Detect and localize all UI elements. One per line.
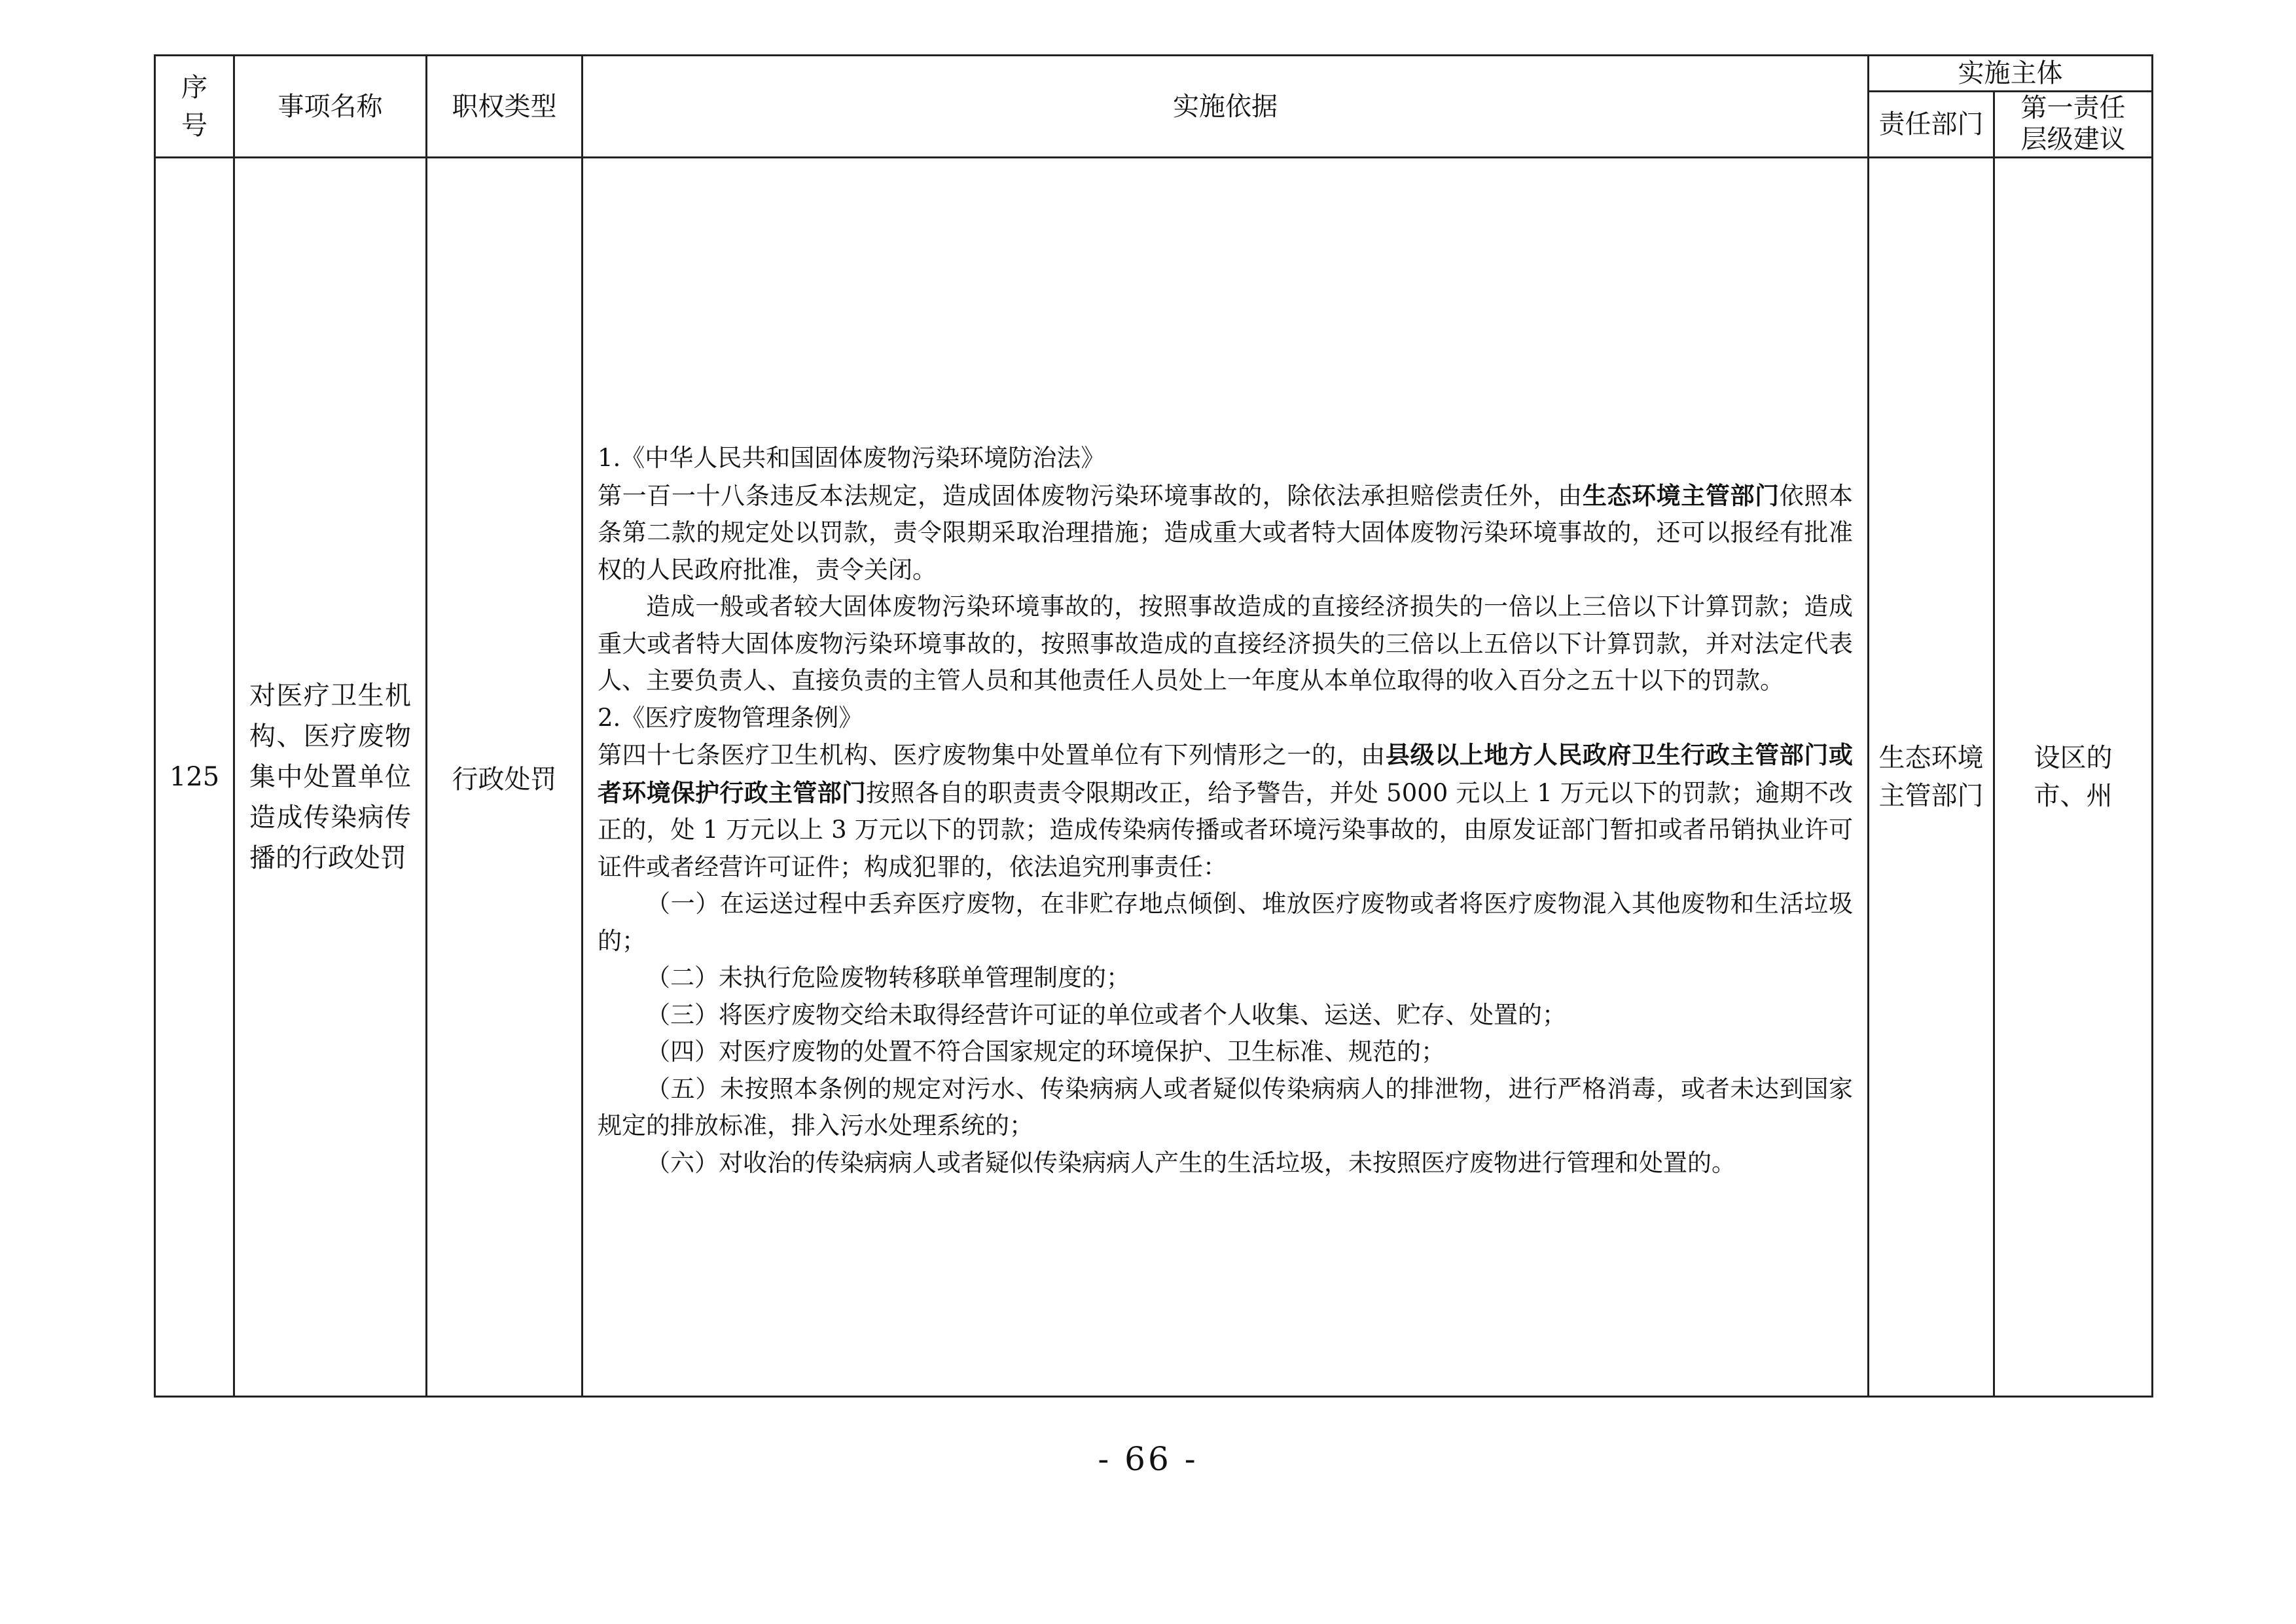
list-item: （六）对收治的传染病病人或者疑似传染病病人产生的生活垃圾，未按照医疗废物进行管理和处置的。 xyxy=(646,1148,1736,1177)
row-item-name: 对医疗卫生机构、医疗废物集中处置单位造成传染病传播的行政处罚 xyxy=(234,158,427,1397)
row-responsible-dept: 生态环境主管部门 xyxy=(1869,158,1994,1397)
row-level: 设区的市、州 xyxy=(1994,158,2153,1397)
header-responsible-dept: 责任部门 xyxy=(1869,92,1994,158)
law1-paragraph-1: 第一百一十八条违反本法规定，造成固体废物污染环境事故的，除依法承担赔偿责任外，由生态环境主管部门依照本条第二款的规定处以罚款，责令限期采取治理措施；造成重大或者特大固体废物污染环境事故的，还可以报经有批准权的人民政府批准，责令关闭。 xyxy=(598,480,1854,584)
list-item: （五）未按照本条例的规定对污水、传染病病人或者疑似传染病病人的排泄物，进行严格消毒，或者未达到国家规定的排放标准，排入污水处理系统的； xyxy=(598,1074,1853,1140)
list-item: （四）对医疗废物的处置不符合国家规定的环境保护、卫生标准、规范的； xyxy=(646,1038,1445,1066)
powers-list-table xyxy=(154,54,2153,1398)
list-item: （三）将医疗废物交给未取得经营许可证的单位或者个人收集、运送、贮存、处置的； xyxy=(646,1000,1566,1029)
header-seq: 序号 xyxy=(155,56,234,158)
row-seq: 125 xyxy=(155,158,234,1397)
law1-paragraph-2: 造成一般或者较大固体废物污染环境事故的，按照事故造成的直接经济损失的一倍以上三倍以下计算罚款；造成重大或者特大固体废物污染环境事故的，按照事故造成的直接经济损失的三倍以上五倍以下计算罚款，并对法定代表人、主要负责人、直接负责的主管人员和其他责任人员处上一年度从本单位取得的收入百分之五十以下的罚款。 xyxy=(598,592,1853,695)
row-power-type: 行政处罚 xyxy=(427,158,583,1397)
table-row xyxy=(155,158,2153,1397)
row-basis xyxy=(583,158,1869,1397)
law2-paragraph-1: 第四十七条医疗卫生机构、医疗废物集中处置单位有下列情形之一的，由县级以上地方人民政府卫生行政主管部门或者环境保护行政主管部门按照各自的职责责令限期改正，给予警告，并处 5000 元以上 1 万元以下的罚款；逾期不改正的，处 1 万元以上 3 万元以下的罚款；造成传染病传播或者环境污染事故的，由原发证部门暂扣或者吊销执业许可证件或者经营许可证件；构成犯罪的，依法追究刑事责任： xyxy=(598,740,1854,881)
header-item-name: 事项名称 xyxy=(234,56,427,158)
page-number: - 66 - xyxy=(1098,1440,1198,1478)
header-basis: 实施依据 xyxy=(583,56,1869,158)
list-item: （一）在运送过程中丢弃医疗废物，在非贮存地点倾倒、堆放医疗废物或者将医疗废物混入其他废物和生活垃圾的； xyxy=(598,890,1853,955)
header-power-type: 职权类型 xyxy=(427,56,583,158)
list-item: （二）未执行危险废物转移联单管理制度的； xyxy=(646,964,1130,992)
law1-title: 1.《中华人民共和国固体废物污染环境防治法》 xyxy=(598,444,1105,472)
header-level: 第一责任层级建议 xyxy=(1994,92,2153,158)
header-subject: 实施主体 xyxy=(1869,56,2153,92)
law2-title: 2.《医疗废物管理条例》 xyxy=(598,703,863,732)
